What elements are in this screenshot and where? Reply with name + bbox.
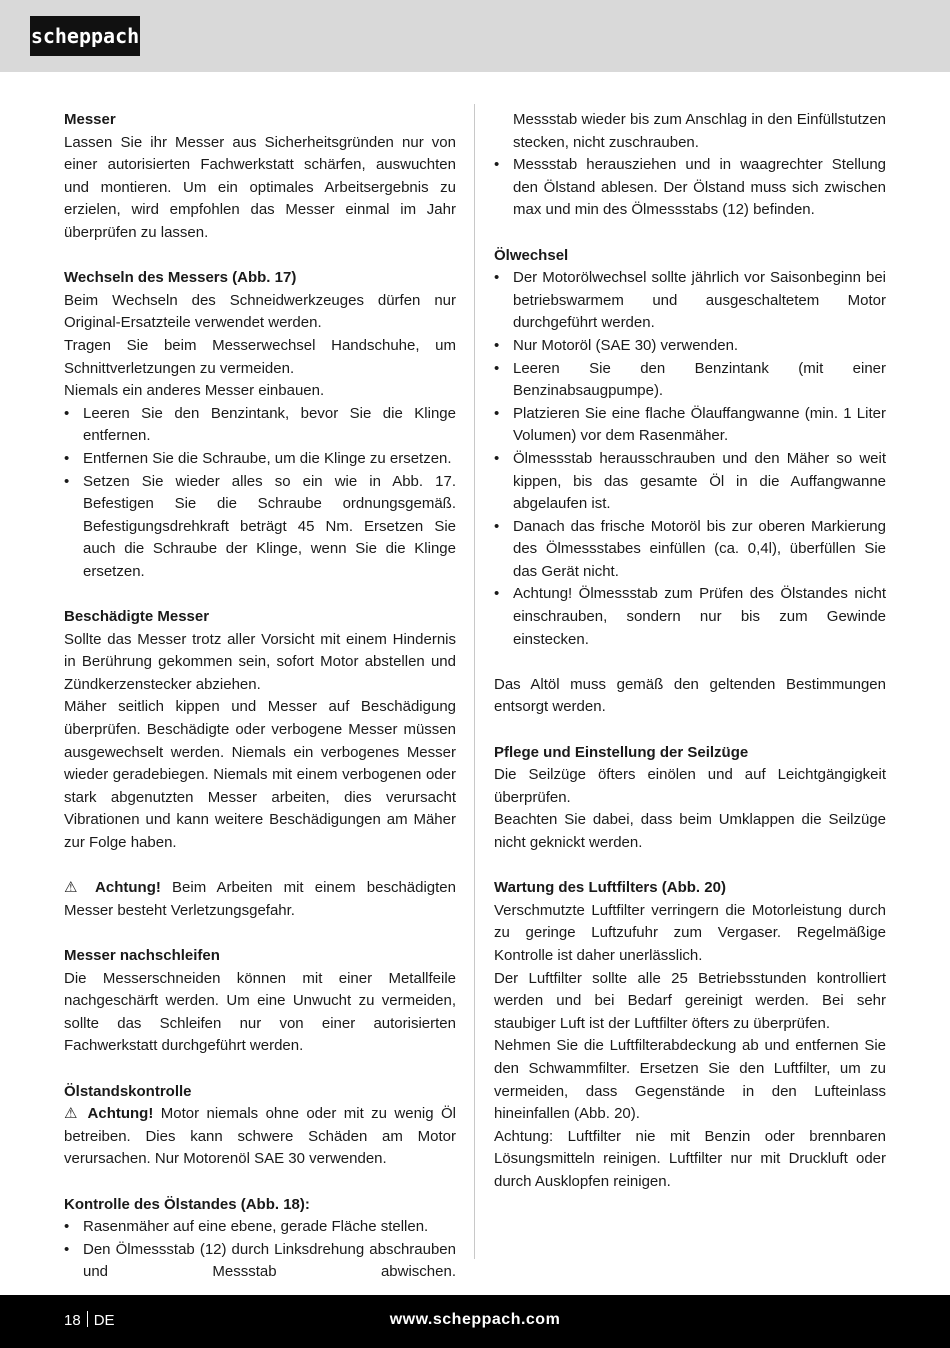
paragraph: Nehmen Sie die Luftfilterabdeckung ab und entfernen Sie den Schwammfilter. Ersetzen Sie den Luftfilter, um zu vermeiden, dass Gegenstände in den Lufteinlass hineinfallen (Abb. 20). (494, 1037, 886, 1123)
list-item: • Danach das frische Motoröl bis zur oberen Markierung des Ölmessstabes einfüllen (ca. 0,4l), überfüllen Sie das Gerät nicht. (494, 516, 886, 584)
page-header (0, 0, 950, 72)
paragraph: Der Luftfilter sollte alle 25 Betriebsstunden kontrolliert werden und bei Bedarf gereinigt werden. Bei sehr staubiger Luft ist der Luftfilter öfters zu überprüfen. (494, 969, 886, 1032)
paragraph: Mäher seitlich kippen und Messer auf Beschädigung überprüfen. Beschädigte oder verbogene Messer müssen ausgewechselt werden. Niemals ein verbogenes Messer wieder geradebiegen. Niemals mit einem verbogenen oder stark abgenutzten Messer arbeiten, dies verursacht Vibrationen und kann weitere Beschädigungen am Mäher zur Folge haben. (64, 698, 456, 851)
column-divider (474, 104, 475, 1259)
section-title-beschaedigt: Beschädigte Messer (64, 608, 210, 626)
list-item: • Nur Motoröl (SAE 30) verwenden. (494, 335, 886, 358)
website-url[interactable]: www.scheppach.com (389, 1311, 561, 1328)
warning-text: Beim Arbeiten mit einem beschädigten Messer besteht Verletzungsgefahr. (64, 879, 456, 919)
language-code: DE (93, 1312, 115, 1329)
paragraph: Achtung: Luftfilter nie mit Benzin oder brennbaren Lösungsmitteln reinigen. Luftfilter nur mit Druckluft oder durch Ausklopfen reinigen. (494, 1127, 886, 1190)
paragraph: Messstab wieder bis zum Anschlag in den Einfüllstutzen stecken, nicht zuschrauben. (513, 111, 886, 151)
list-item: • Ölmessstab herausschrauben und den Mäher so weit kippen, bis das gesamte Öl in die Auffangwanne abgelaufen ist. (494, 448, 886, 516)
warning-paragraph (64, 877, 456, 922)
paragraph: Tragen Sie beim Messerwechsel Handschuhe, um Schnittverletzungen zu vermeiden. (64, 336, 456, 377)
paragraph: Beachten Sie dabei, dass beim Umklappen die Seilzüge nicht geknickt werden. (494, 811, 886, 851)
paragraph: Verschmutzte Luftfilter verringern die Motorleistung durch zu geringe Luftzufuhr zum Vergaser. Regelmäßige Kontrolle ist daher unerlässlich. (494, 901, 886, 964)
bullet-list (64, 1216, 456, 1284)
warning-label: ⚠ Achtung! (64, 1105, 154, 1123)
page-number-value: 18 (64, 1312, 81, 1329)
paragraph: Niemals ein anderes Messer einbauen. (64, 382, 325, 400)
section-title-oelwechsel: Ölwechsel (494, 246, 569, 264)
paragraph: Das Altöl muss gemäß den geltenden Bestimmungen entsorgt werden. (494, 675, 886, 716)
bullet-list (64, 403, 456, 584)
list-item: • Den Ölmessstab (12) durch Linksdrehung abschrauben und Messstab abwischen. (64, 1239, 456, 1284)
list-item: • Leeren Sie den Benzintank (mit einer Benzinabsaugpumpe). (494, 358, 886, 403)
warning-text: Motor niemals ohne oder mit zu wenig Öl betreiben. Dies kann schwere Schäden am Motor verursachen. Nur Motorenöl SAE 30 verwenden. (64, 1105, 456, 1168)
page-footer (0, 1295, 950, 1348)
left-column (64, 109, 456, 1284)
list-item: • Achtung! Ölmessstab zum Prüfen des Ölstandes nicht einschrauben, sondern nur bis zum Gewinde einstecken. (494, 583, 886, 651)
section-title-messer: Messer (64, 111, 116, 128)
section-title-pflege: Pflege und Einstellung der Seilzüge (494, 743, 749, 761)
section-title-wechseln: Wechseln des Messers (Abb. 17) (64, 269, 297, 287)
brand-logo: scheppach (30, 16, 140, 56)
list-item: • Setzen Sie wieder alles so ein wie in Abb. 17. Befestigen Sie die Schraube ordnungsgemäß. Befestigungsdrehkraft beträgt 45 Nm. Ersetzen Sie auch die Schraube der Klinge, wenn Sie die Klinge ersetzen. (64, 471, 456, 584)
bullet-list (494, 154, 886, 222)
paragraph: Die Seilzüge öfters einölen und auf Leichtgängigkeit überprüfen. (494, 766, 886, 806)
list-item: • Rasenmäher auf eine ebene, gerade Fläche stellen. (64, 1216, 456, 1239)
paragraph: Sollte das Messer trotz aller Vorsicht mit einem Hindernis in Berührung gekommen sein, sofort Motor abstellen und Zündkerzenstecker abziehen. (64, 630, 456, 693)
warning-label: ⚠ Achtung! (64, 879, 161, 897)
warning-paragraph (64, 1103, 456, 1171)
paragraph: Lassen Sie ihr Messer aus Sicherheitsgründen nur von einer autorisierten Fachwerkstatt schärfen, auswuchten und montieren. Um ein optimales Arbeitsergebnis zu erzielen, wird empfohlen das Messer einmal im Jahr überprüfen zu lassen. (64, 133, 456, 241)
list-item: • Messstab herausziehen und in waagrechter Stellung den Ölstand ablesen. Der Ölstand muss sich zwischen max und min des Ölmessstabs (12) befinden. (494, 154, 886, 222)
list-item: • Der Motorölwechsel sollte jährlich vor Saisonbeginn bei betriebswarmem und ausgeschaltetem Motor durchgeführt werden. (494, 267, 886, 335)
list-item: • Entfernen Sie die Schraube, um die Klinge zu ersetzen. (64, 448, 456, 471)
right-column (494, 109, 886, 1194)
paragraph: Beim Wechseln des Schneidwerkzeuges dürfen nur Original-Ersatzteile verwendet werden. (64, 291, 456, 332)
list-item: • Platzieren Sie eine flache Ölauffangwanne (min. 1 Liter Volumen) vor dem Rasenmäher. (494, 403, 886, 448)
section-title-nachschleifen: Messer nachschleifen (64, 946, 220, 964)
section-title-luftfilter: Wartung des Luftfilters (Abb. 20) (494, 879, 726, 897)
section-title-oelstand: Ölstandskontrolle (64, 1082, 192, 1100)
bullet-list (494, 267, 886, 651)
section-title-kontrolle: Kontrolle des Ölstandes (Abb. 18): (64, 1195, 310, 1213)
list-item: • Leeren Sie den Benzintank, bevor Sie die Klinge entfernen. (64, 403, 456, 448)
paragraph: Die Messerschneiden können mit einer Metallfeile nachgeschärft werden. Um eine Unwucht zu vermeiden, sollte das Schleifen nur von einer autorisierten Fachwerkstatt durchgeführt werden. (64, 969, 456, 1055)
